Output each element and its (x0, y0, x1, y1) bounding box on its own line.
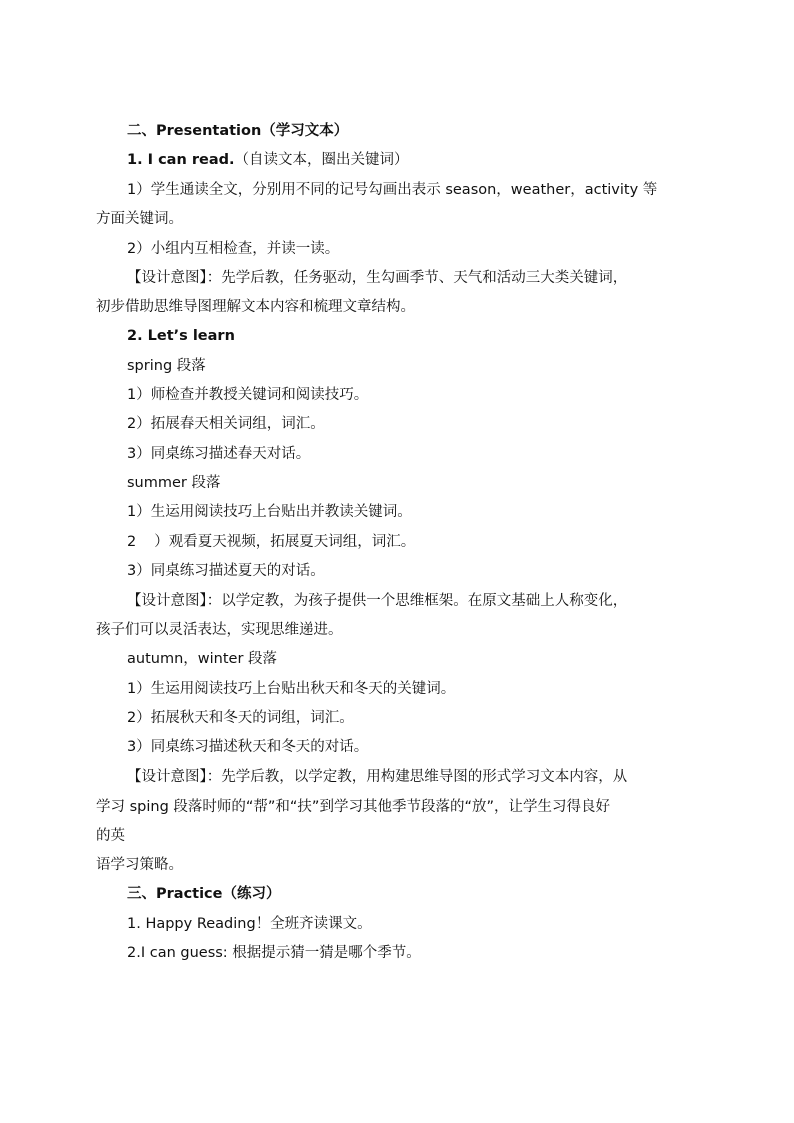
subheading-label: 1. I can read. (127, 152, 235, 168)
paragraph-line: summer 段落 (127, 475, 221, 491)
item-number: 2 (127, 534, 137, 550)
paragraph-line: 1）学生通读全文，分别用不同的记号勾画出表示 season，weather，activity 等 (127, 182, 658, 198)
section-heading-presentation: 二、Presentation（学习文本） (127, 123, 349, 139)
paragraph-line: autumn，winter 段落 (127, 651, 278, 667)
paragraph-line: 初步借助思维导图理解文本内容和梳理文章结构。 (96, 299, 415, 315)
paragraph-line: spring 段落 (127, 358, 206, 374)
subheading-i-can-read (127, 150, 409, 170)
paragraph-line: 1）生运用阅读技巧上台贴出秋天和冬天的关键词。 (127, 681, 456, 697)
paragraph-line: 2）小组内互相检查，并读一读。 (127, 241, 340, 257)
paragraph-line: 3）同桌练习描述春天对话。 (127, 446, 311, 462)
design-intent-line: 【设计意图】：以学定教，为孩子提供一个思维框架。在原文基础上人称变化， (127, 593, 628, 609)
paragraph-line: 3）同桌练习描述秋天和冬天的对话。 (127, 739, 369, 755)
paragraph-line: 3）同桌练习描述夏天的对话。 (127, 563, 325, 579)
paragraph-line: 学习 sping 段落时师的“帮”和“扶”到学习其他季节段落的“放”，让学生习得良好 (96, 799, 610, 815)
subheading-lets-learn: 2. Let’s learn (127, 328, 235, 344)
paragraph-line: 孩子们可以灵活表达，实现思维递进。 (96, 622, 343, 638)
paragraph-line: 的英 (96, 828, 125, 844)
paragraph-line: 1）生运用阅读技巧上台贴出并教读关键词。 (127, 504, 412, 520)
subheading-note: （自读文本，圈出关键词） (234, 152, 409, 168)
paragraph-line: 方面关键词。 (96, 211, 183, 227)
paragraph-line: 1. Happy Reading！全班齐读课文。 (127, 916, 372, 932)
paragraph-line: 2）拓展秋天和冬天的词组，词汇。 (127, 710, 354, 726)
section-heading-practice: 三、Practice（练习） (127, 886, 281, 902)
paragraph-line: 1）师检查并教授关键词和阅读技巧。 (127, 387, 369, 403)
design-intent-line: 【设计意图】：先学后教，以学定教，用构建思维导图的形式学习文本内容，从 (127, 769, 628, 785)
paragraph-line: 语学习策略。 (96, 857, 183, 873)
paragraph-line (127, 532, 415, 552)
paragraph-line: 2.I can guess: 根据提示猜一猜是哪个季节。 (127, 945, 421, 961)
paragraph-line: 2）拓展春天相关词组，词汇。 (127, 416, 325, 432)
item-text: ）观看夏天视频，拓展夏天词组，词汇。 (154, 534, 416, 550)
design-intent-line: 【设计意图】：先学后教，任务驱动，生勾画季节、天气和活动三大类关键词， (127, 270, 628, 286)
